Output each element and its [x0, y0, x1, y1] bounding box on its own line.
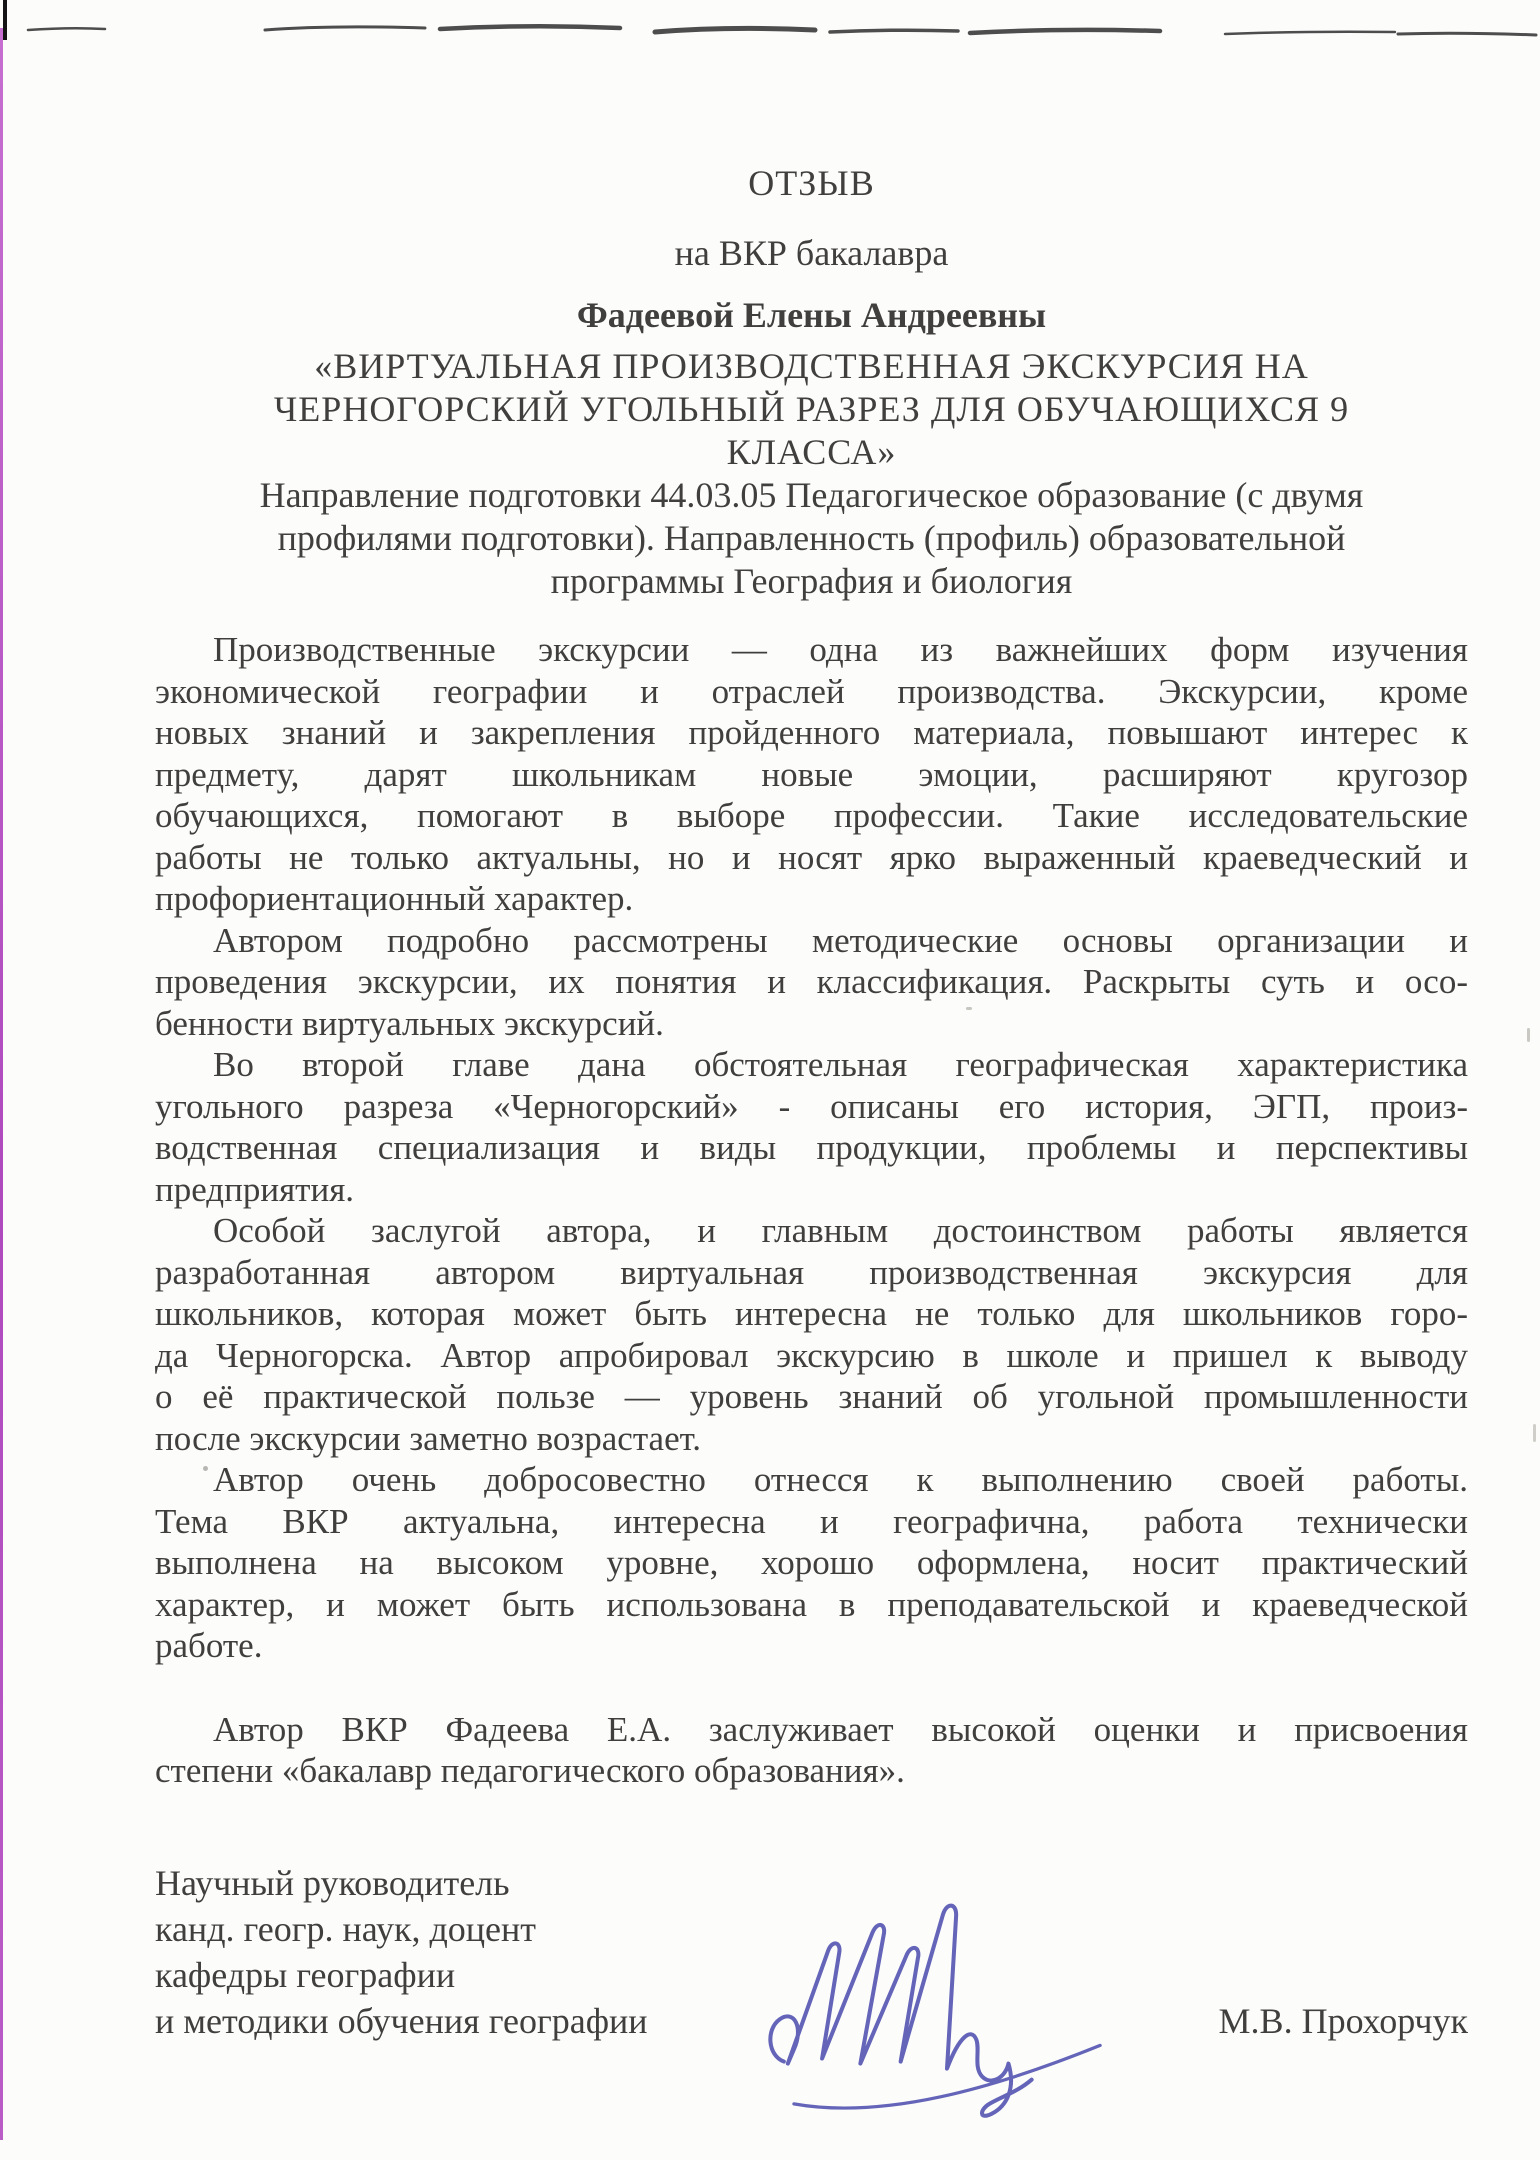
document-title: ОТЗЫВ	[748, 163, 875, 203]
thesis-author-name: Фадеевой Елены Андреевны	[576, 295, 1047, 335]
text-line: предмету, дарят школьникам новые эмоции, расширяют кругозор	[155, 754, 1468, 794]
thesis-title-line: ЧЕРНОГОРСКИЙ УГОЛЬНЫЙ РАЗРЕЗ ДЛЯ ОБУЧАЮЩИХСЯ 9	[273, 389, 1350, 429]
text-line: Производственные экскурсии — одна из важнейших форм изучения	[213, 630, 1468, 669]
text-line: работы не только актуальны, но и носят ярко выраженный краеведческий и	[155, 837, 1468, 877]
text-line: Особой заслугой автора, и главным достоинством работы является	[213, 1211, 1468, 1250]
body-paragraphs	[155, 629, 1468, 1792]
supervisor-title-line: канд. геогр. наук, доцент	[155, 1908, 537, 1949]
text-line: Тема ВКР актуальна, интересна и географична, работа технически	[155, 1501, 1468, 1541]
text-line: да Черногорска. Автор апробировал экскурсию в школе и пришел к выводу	[155, 1335, 1468, 1375]
signature-block	[155, 1860, 1468, 2044]
supervisor-title-line: кафедры географии	[155, 1954, 456, 1995]
paragraph	[155, 1709, 1468, 1792]
paragraph	[155, 1210, 1468, 1459]
supervisor-titles	[155, 1860, 648, 2044]
document-header	[155, 0, 1468, 603]
handwritten-signature	[755, 1852, 1135, 2124]
text-line: о её практической пользе — уровень знаний об угольной промышленности	[155, 1377, 1468, 1416]
paragraph	[155, 1044, 1468, 1210]
program-line: профилями подготовки). Направленность (профиль) образовательной	[277, 518, 1346, 558]
text-line: предприятия.	[155, 1169, 355, 1209]
text-line: школьников, которая может быть интересна не только для школьников горо-	[155, 1294, 1468, 1333]
paragraph	[155, 1459, 1468, 1667]
text-line: бенности виртуальных экскурсий.	[155, 1003, 664, 1043]
text-line: характер, и может быть использована в преподавательской и краеведческой	[155, 1584, 1468, 1624]
text-line: новых знаний и закрепления пройденного материала, повышают интерес к	[155, 713, 1468, 752]
program-line: программы География и биология	[550, 561, 1073, 601]
program-line: Направление подготовки 44.03.05 Педагогическое образование (с двумя	[259, 475, 1364, 515]
text-line: работе.	[155, 1626, 263, 1665]
text-line: степени «бакалавр педагогического образования».	[155, 1751, 905, 1790]
text-line: профориентационный характер.	[155, 879, 634, 918]
text-line: выполнена на высоком уровне, хорошо оформлена, носит практический	[155, 1543, 1468, 1582]
document-subtitle: на ВКР бакалавра	[674, 233, 949, 273]
text-line: разработанная автором виртуальная производственная экскурсия для	[155, 1252, 1468, 1292]
text-line: Автор очень добросовестно отнесся к выполнению своей работы.	[213, 1460, 1468, 1499]
thesis-title-line: «ВИРТУАЛЬНАЯ ПРОИЗВОДСТВЕННАЯ ЭКСКУРСИЯ НА	[314, 346, 1309, 386]
text-line: Во второй главе дана обстоятельная географическая характеристика	[213, 1045, 1468, 1084]
thesis-title	[155, 345, 1468, 474]
text-line: угольного разреза «Черногорский» - описаны его история, ЭГП, произ-	[155, 1086, 1468, 1126]
paragraph	[155, 629, 1468, 920]
text-line: водственная специализация и виды продукции, проблемы и перспективы	[155, 1128, 1468, 1167]
supervisor-title-line: Научный руководитель	[155, 1862, 510, 1903]
text-line: экономической географии и отраслей производства. Экскурсии, кроме	[155, 671, 1468, 711]
text-line: Автор ВКР Фадеева Е.А. заслуживает высокой оценки и присвоения	[213, 1709, 1468, 1749]
program-description	[155, 474, 1468, 603]
thesis-title-line: КЛАССА»	[726, 432, 897, 472]
signer-name: М.В. Прохорчук	[1218, 2000, 1468, 2041]
text-line: после экскурсии заметно возрастает.	[155, 1418, 702, 1458]
text-line: Автором подробно рассмотрены методические основы организации и	[213, 920, 1468, 960]
paragraph	[155, 920, 1468, 1045]
text-line: проведения экскурсии, их понятия и классификация. Раскрыты суть и осо-	[155, 962, 1468, 1001]
supervisor-title-line: и методики обучения географии	[155, 2000, 648, 2041]
text-line: обучающихся, помогают в выборе профессии. Такие исследовательские	[155, 796, 1468, 835]
